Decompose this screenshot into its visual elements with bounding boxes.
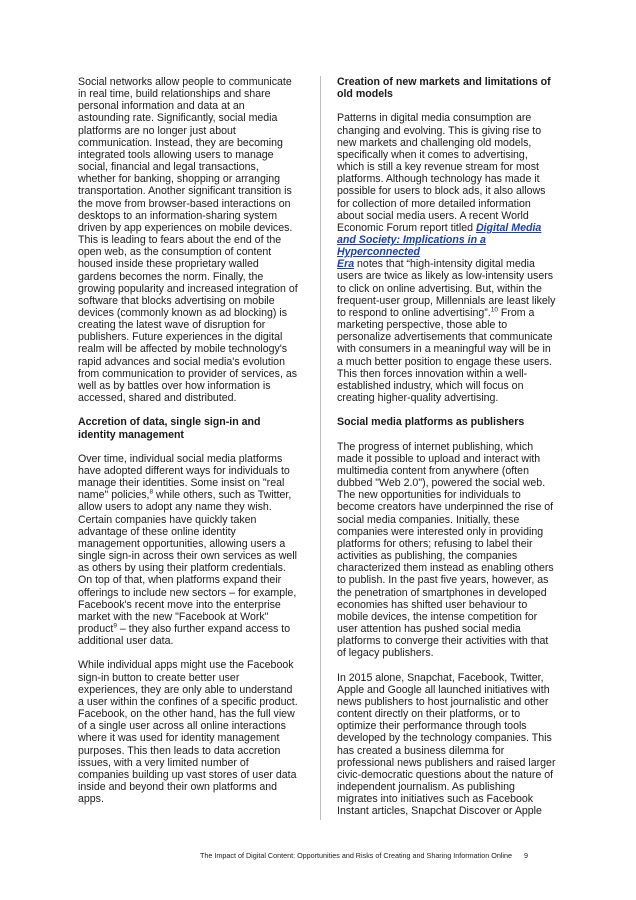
section-heading-new-markets: Creation of new markets and limitations of old models xyxy=(337,76,551,101)
footnote-ref-9[interactable]: 9 xyxy=(113,622,117,630)
markets-text-part-3: From a marketing perspective, those able to personalize advertisements that communicate with consumers in a meaningful way will be in a much better position to engage these users. This then forces innovation within a well- established industry, which will focus on creating higher-quality advertising. xyxy=(337,306,553,405)
initiatives-paragraph: In 2015 alone, Snapchat, Facebook, Twitter, Apple and Google all launched initiatives with news publishers to host journalistic and other content directly on their platforms, or to optimize their performance through tools developed by the technology companies. This has created a business dilemma for professional news publishers and raised larger civic-democratic questions about the nature of independent journalism. As publishing migrates into initiatives such as Facebook Instant articles, Snapchat Discover or Apple xyxy=(337,671,556,818)
left-column xyxy=(78,76,304,817)
markets-text-part-2: notes that “high-intensity digital media users are twice as likely as low-intensity users to click on online advertising. But, within the frequent-user group, Millennials are least likely to respond to online advertising”. xyxy=(337,258,556,319)
markets-paragraph xyxy=(337,112,563,404)
identity-text-part-1: Over time, individual social media platforms have adopted different ways for individuals to manage their identities. Some insist on "real name" policies, xyxy=(78,452,290,502)
report-link[interactable]: Digital Media and Society: Implications in a Hyperconnected Era xyxy=(337,221,542,271)
facebook-signin-paragraph: While individual apps might use the Facebook sign-in button to create better user experiences, they are only able to understand a user within the confines of a specific product. Facebook, on the other hand, has the full view of a single user across all online interactions where it was used for identity management purposes. This then leads to data accretion issues, with a very limited number of companies building up vast stores of user data inside and beyond their own platforms and apps. xyxy=(78,659,298,806)
footnote-ref-8[interactable]: 8 xyxy=(149,488,154,496)
right-column xyxy=(337,76,563,830)
identity-text-part-3: – they also further expand access to additional user data. xyxy=(78,623,291,648)
footer-title: The Impact of Digital Content: Opportunities and Risks of Creating and Sharing Information Online xyxy=(200,851,513,860)
page-footer xyxy=(200,851,566,860)
section-heading-accretion: Accretion of data, single sign-in and identity management xyxy=(78,416,261,441)
footnote-ref-10[interactable]: 10 xyxy=(490,306,498,314)
section-heading-publishers: Social media platforms as publishers xyxy=(337,416,525,429)
publishing-paragraph: The progress of internet publishing, which made it possible to upload and interact with multimedia content from anywhere (often dubbed "Web 2.0"), powered the social web. The new opportunities for individuals to become creators have underpinned the rise of social media companies. Initially, these companies were interested only in providing platforms for others; refusing to label their activities as publishing, the companies characterized them instead as enabling others to publish. In the past five years, however, as the penetration of smartphones in developed economies has shifted user behaviour to mobile devices, the intense competition for user attention has pushed social media platforms to converge their activities with that of legacy publishers. xyxy=(337,440,554,660)
markets-text-part-1: Patterns in digital media consumption are changing and evolving. This is giving rise to new markets and challenging old models, specifically when it comes to advertising, which is still a key revenue stream for most platforms. Although technology has made it possible for users to block ads, it also allows for collection of more detailed information about social media users. A recent World Economic Forum report titled xyxy=(337,112,546,234)
page-number: 9 xyxy=(524,851,529,860)
column-divider xyxy=(320,76,321,820)
identity-paragraph xyxy=(78,453,304,648)
identity-text-part-2: while others, such as Twitter, allow users to adopt any name they wish. Certain companies have quickly taken advantage of these online identity management opportunities, allowing users a single sign-in across their own services as well as others by using their platform credentials. On top of that, when platforms expand their offerings to include new sectors – for example, Facebook's recent move into the enterprise market with the new "Facebook at Work" product xyxy=(78,489,298,635)
intro-paragraph: Social networks allow people to communicate in real time, build relationships and share personal information and data at an astounding rate. Significantly, social media platforms are no longer just about communication. Instead, they are becoming integrated tools allowing users to manage social, financial and legal transactions, whether for banking, shopping or arranging transportation. Another significant transition is the move from browser-based interactions on desktops to an information-sharing system driven by app experiences on mobile devices. This is leading to fears about the end of the open web, as the consumption of content housed inside these proprietary walled gardens becomes the norm. Finally, the growing popularity and increased integration of software that blocks advertising on mobile devices (commonly known as ad blocking) is creating the latest wave of disruption for publishers. Future experiences in the digital realm will be affected by mobile technology's rapid advances and social media's evolution from communication to provider of services, as well as by battles over how information is accessed, shared and distributed. xyxy=(78,76,298,405)
